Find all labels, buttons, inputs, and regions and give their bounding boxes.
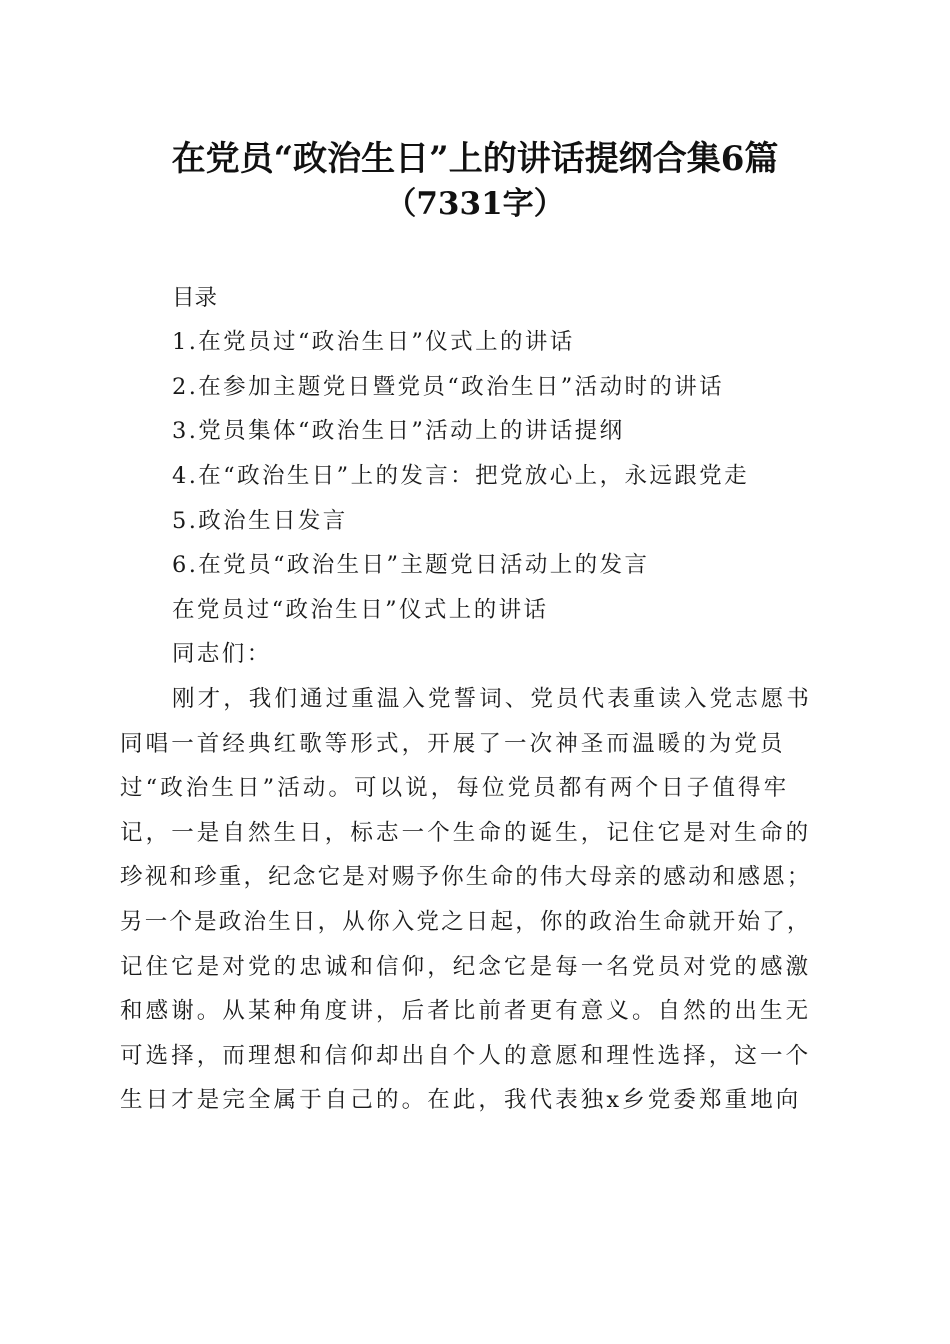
- paragraph-line-1: 刚才，我们通过重温入党誓词、党员代表重读入党志愿书: [172, 686, 813, 712]
- section-title: 在党员过“政治生日”仪式上的讲话: [172, 597, 549, 623]
- paragraph-line-3: 过“政治生日”活动。可以说，每位党员都有两个日子值得牢: [120, 775, 790, 801]
- paragraph-line-4: 记，一是自然生日，标志一个生命的诞生，记住它是对生命的: [120, 820, 812, 846]
- toc-item-4: 4.在“政治生日”上的发言：把党放心上，永远跟党走: [172, 463, 749, 489]
- toc-item-2: 2.在参加主题党日暨党员“政治生日”活动时的讲话: [172, 374, 725, 400]
- toc-item-6: 6.在党员“政治生日”主题党日活动上的发言: [172, 552, 650, 578]
- toc-item-1: 1.在党员过“政治生日”仪式上的讲话: [172, 329, 575, 355]
- paragraph-line-2: 同唱一首经典红歌等形式，开展了一次神圣而温暖的为党员: [120, 731, 786, 757]
- paragraph-line-6: 另一个是政治生日，从你入党之日起，你的政治生命就开始了，: [120, 909, 812, 935]
- toc-item-3: 3.党员集体“政治生日”活动上的讲话提纲: [172, 418, 625, 444]
- document-title: 在党员“政治生日”上的讲话提纲合集6篇: [171, 139, 779, 179]
- toc-item-5: 5.政治生日发言: [172, 508, 348, 534]
- document-title-wordcount: （7331字）: [385, 186, 565, 222]
- paragraph-line-10: 生日才是完全属于自己的。在此，我代表独x乡党委郑重地向: [120, 1087, 802, 1113]
- paragraph-line-7: 记住它是对党的忠诚和信仰，纪念它是每一名党员对党的感激: [120, 954, 812, 980]
- salutation: 同志们：: [172, 641, 272, 667]
- paragraph-line-9: 可选择，而理想和信仰却出自个人的意愿和理性选择，这一个: [120, 1043, 812, 1069]
- toc-heading: 目录: [172, 285, 218, 311]
- paragraph-line-5: 珍视和珍重，纪念它是对赐予你生命的伟大母亲的感动和感恩；: [120, 864, 812, 890]
- paragraph-line-8: 和感谢。从某种角度讲，后者比前者更有意义。自然的出生无: [120, 998, 812, 1024]
